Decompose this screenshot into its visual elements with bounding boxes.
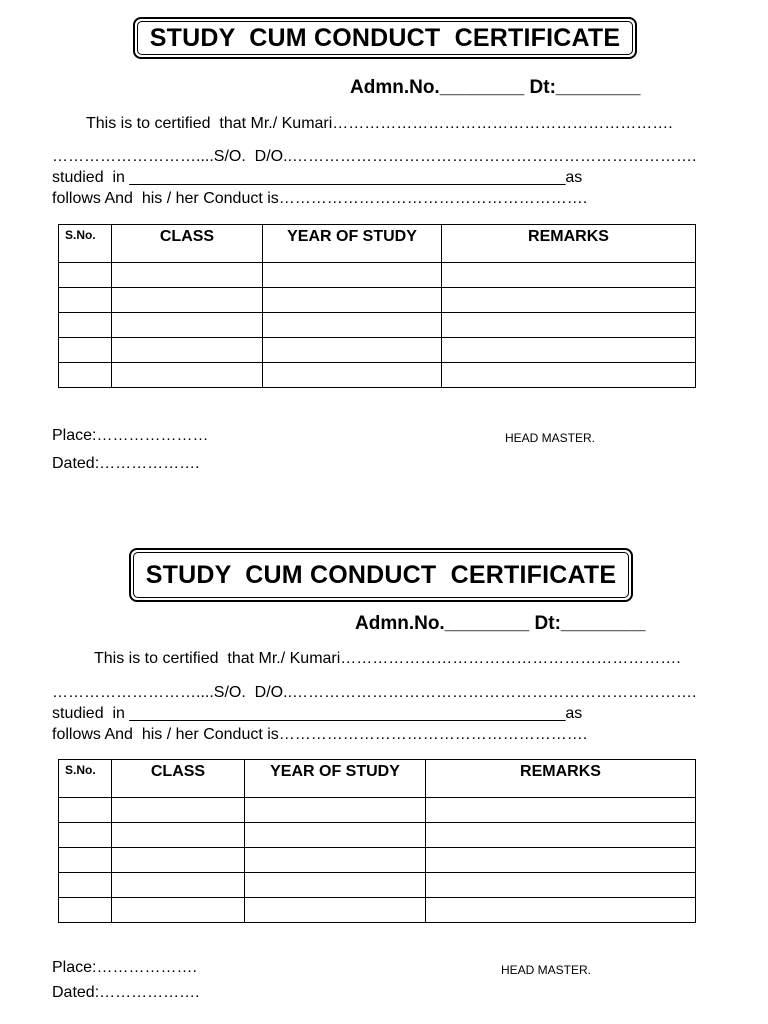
table-row: [59, 823, 696, 848]
cell-class[interactable]: [112, 898, 245, 923]
table-row: [59, 898, 696, 923]
cell-sno[interactable]: [59, 798, 112, 823]
table-row: [59, 798, 696, 823]
cell-class[interactable]: [112, 848, 245, 873]
cell-remarks[interactable]: [426, 873, 696, 898]
admission-date-line: Admn.No.________ Dt:________: [355, 613, 646, 634]
cell-class[interactable]: [112, 798, 245, 823]
cell-class[interactable]: [112, 823, 245, 848]
parent-line: ………………………....S/O. D/O..………………………………………………………………….: [52, 684, 697, 701]
cell-remarks[interactable]: [426, 823, 696, 848]
cell-sno[interactable]: [59, 848, 112, 873]
header-year-of-study: YEAR OF STUDY: [245, 760, 426, 798]
table-header-row: [59, 760, 696, 798]
header-class: CLASS: [112, 760, 245, 798]
cell-class[interactable]: [112, 873, 245, 898]
dated-line: Dated:……………….: [52, 984, 200, 1001]
table-row: [59, 873, 696, 898]
conduct-line: follows And his / her Conduct is………………………………………………….: [52, 726, 588, 743]
table-row: [59, 848, 696, 873]
header-class: CLASS: [112, 225, 263, 263]
admission-date-line: Admn.No.________ Dt:________: [350, 77, 641, 98]
cell-year[interactable]: [245, 848, 426, 873]
certify-line: This is to certified that Mr./ Kumari……………………………………………………….: [86, 115, 673, 132]
study-table: [58, 759, 696, 923]
studied-in-line: studied in _________________________________________________as: [52, 705, 583, 722]
cell-year[interactable]: [245, 823, 426, 848]
header-remarks: REMARKS: [426, 760, 696, 798]
certificate-title: STUDY CUM CONDUCT CERTIFICATE: [133, 552, 629, 598]
header-year-of-study: YEAR OF STUDY: [263, 225, 442, 263]
header-sno: S.No.: [59, 225, 112, 263]
studied-in-line: studied in _________________________________________________as: [52, 169, 583, 186]
header-remarks: REMARKS: [442, 225, 696, 263]
cell-sno[interactable]: [59, 898, 112, 923]
cell-year[interactable]: [245, 898, 426, 923]
cell-remarks[interactable]: [426, 898, 696, 923]
cell-year[interactable]: [245, 798, 426, 823]
certificate-title: STUDY CUM CONDUCT CERTIFICATE: [137, 21, 633, 55]
head-master-label: HEAD MASTER.: [501, 963, 592, 977]
place-line: Place:……………….: [52, 959, 197, 976]
cell-remarks[interactable]: [426, 798, 696, 823]
cell-year[interactable]: [245, 873, 426, 898]
conduct-line: follows And his / her Conduct is………………………………………………….: [52, 190, 588, 207]
place-line: Place:…………………: [52, 427, 209, 444]
dated-line: Dated:……………….: [52, 455, 200, 472]
cell-sno[interactable]: [59, 873, 112, 898]
certify-line: This is to certified that Mr./ Kumari……………………………………………………….: [94, 650, 681, 667]
certificate-title-frame: [129, 548, 633, 602]
cell-remarks[interactable]: [426, 848, 696, 873]
cell-sno[interactable]: [59, 823, 112, 848]
parent-line: ………………………....S/O. D/O..………………………………………………………………….: [52, 148, 697, 165]
header-sno: S.No.: [59, 760, 112, 798]
head-master-label: HEAD MASTER.: [505, 431, 596, 445]
